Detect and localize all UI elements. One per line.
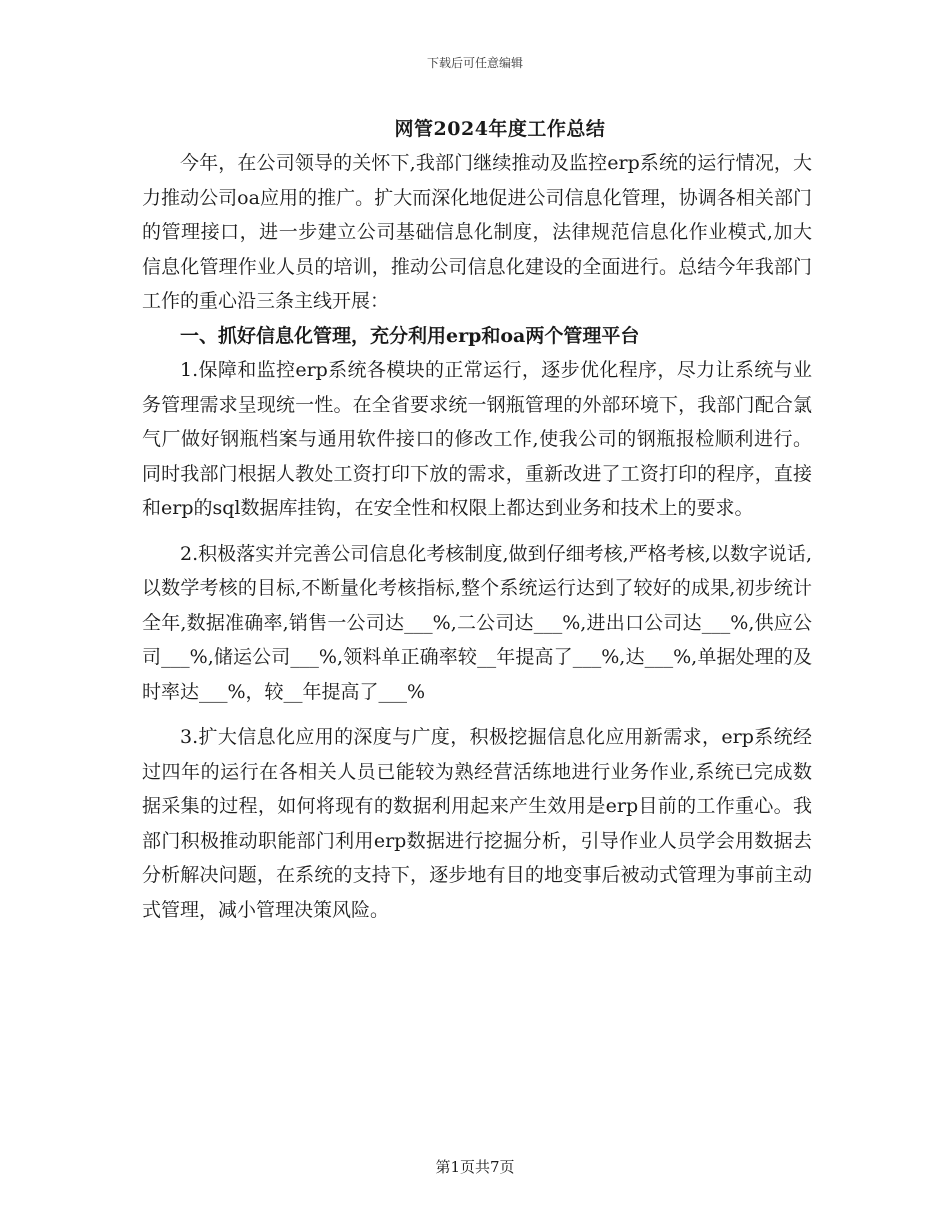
header-note: 下载后可任意编辑 bbox=[426, 56, 523, 70]
paragraph-item-3: 3.扩大信息化应用的深度与广度，积极挖掘信息化应用新需求，erp系统经过四年的运行在各相关人员已能较为熟经营活练地进行业务作业,系统已完成数据采集的过程，如何将现有的数据利用起来产生效用是erp目前的工作重心。我部门积极推动职能部门利用erp数据进行挖掘分析，引导作业人员学会用数据去分析解决问题，在系统的支持下，逐步地有目的地变事后被动式管理为事前主动式管理，减小管理决策风险。 bbox=[142, 726, 812, 921]
paragraph-item-1: 1.保障和监控erp系统各模块的正常运行，逐步优化程序，尽力让系统与业务管理需求呈现统一性。在全省要求统一钢瓶管理的外部环境下，我部门配合氯气厂做好钢瓶档案与通用软件接口的修改工作,使我公司的钢瓶报检顺利进行。同时我部门根据人教处工资打印下放的需求，重新改进了工资打印的程序，直接和erp的sql数据库挂钩，在安全性和权限上都达到业务和技术上的要求。 bbox=[142, 359, 812, 519]
document-body bbox=[142, 146, 812, 927]
document-title: 网管2024年度工作总结 bbox=[394, 118, 606, 140]
page-number: 第1页共7页 bbox=[435, 1158, 515, 1176]
paragraph-item-2: 2.积极落实并完善公司信息化考核制度,做到仔细考核,严格考核,以数字说话,以数学考核的目标,不断量化考核指标,整个系统运行达到了较好的成果,初步统计全年,数据准确率,销售一公司达___%,二公司达___%,进出口公司达___%,供应公司___%,储运公司___%,领料单正确率较__年提高了___%,达___%,单据处理的及时率达___%，较__年提高了___% bbox=[142, 542, 812, 703]
paragraph-intro: 今年，在公司领导的关怀下,我部门继续推动及监控erp系统的运行情况，大力推动公司oa应用的推广。扩大而深化地促进公司信息化管理，协调各相关部门的管理接口，进一步建立公司基础信息化制度，法律规范信息化作业模式,加大信息化管理作业人员的培训，推动公司信息化建设的全面进行。总结今年我部门工作的重心沿三条主线开展： bbox=[142, 152, 812, 312]
section-heading-1: 一、抓好信息化管理，充分利用erp和oa两个管理平台 bbox=[180, 324, 640, 347]
